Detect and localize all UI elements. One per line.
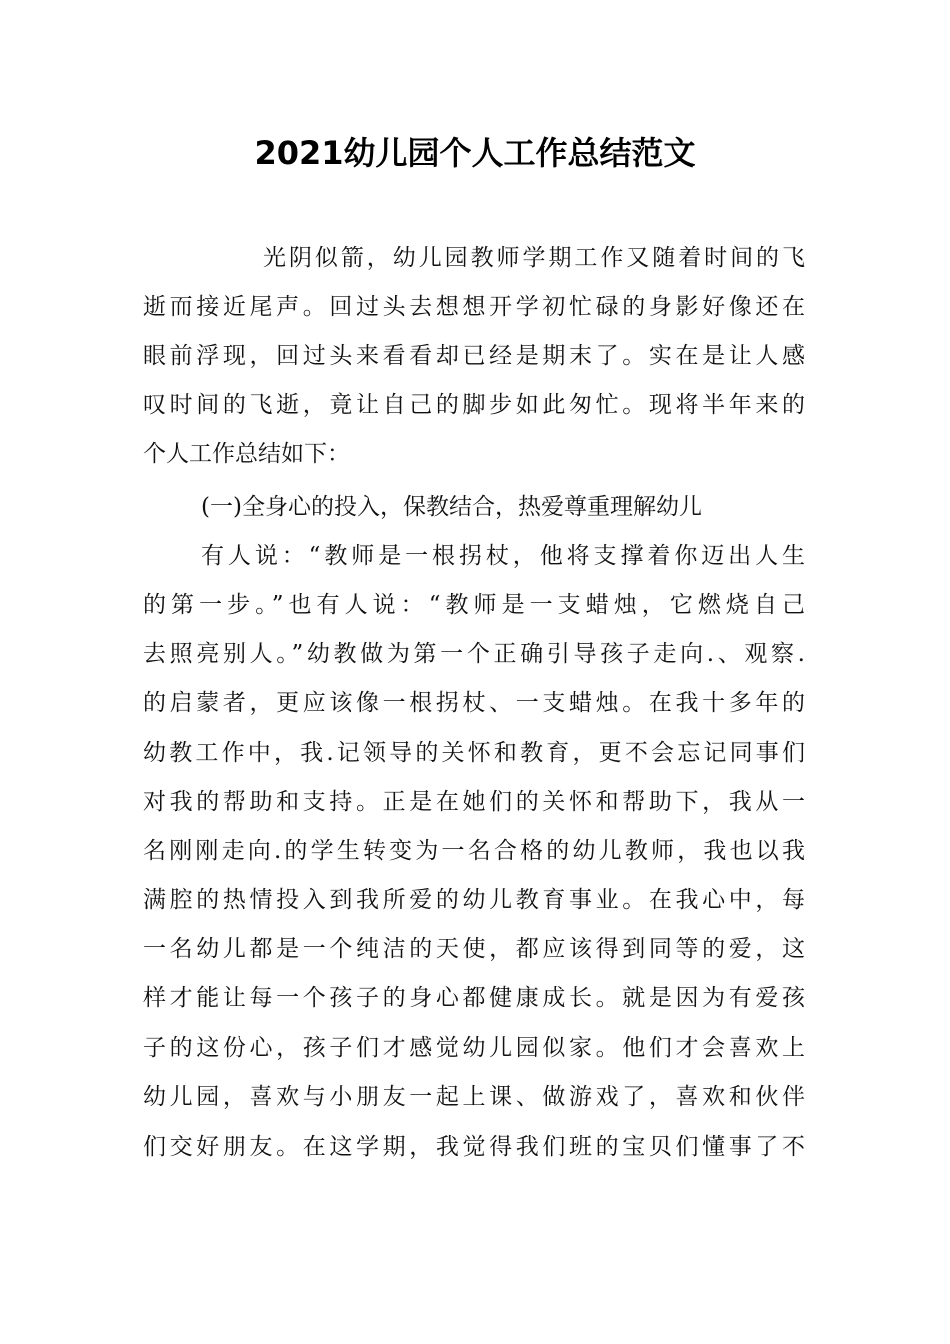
paragraph-2-line-7: 名刚刚走向.的学生转变为一名合格的幼儿教师，我也以我 [143,838,805,864]
paragraph-2-line-1: 有人说：“教师是一根拐杖，他将支撑着你迈出人生 [201,543,805,569]
paragraph-2-line-10: 样才能让每一个孩子的身心都健康成长。就是因为有爱孩 [143,985,805,1011]
paragraph-2-line-8: 满腔的热情投入到我所爱的幼儿教育事业。在我心中，每 [143,887,805,913]
paragraph-2-line-3: 去照亮别人。”幼教做为第一个正确引导孩子走向.、观察. [143,641,805,667]
paragraph-2-line-4: 的启蒙者，更应该像一根拐杖、一支蜡烛。在我十多年的 [143,690,805,716]
paragraph-2-line-12: 幼儿园，喜欢与小朋友一起上课、做游戏了，喜欢和伙伴 [143,1084,805,1110]
document-title: 2021幼儿园个人工作总结范文 [254,134,696,172]
paragraph-2-line-9: 一名幼儿都是一个纯洁的天使，都应该得到同等的爱，这 [143,936,805,962]
paragraph-2-line-13: 们交好朋友。在这学期，我觉得我们班的宝贝们懂事了不 [143,1134,805,1160]
paragraph-2-line-5: 幼教工作中，我.记领导的关怀和教育，更不会忘记同事们 [143,740,805,766]
paragraph-2-line-2: 的第一步。”也有人说：“教师是一支蜡烛，它燃烧自己 [143,592,805,618]
paragraph-1-line-4: 叹时间的飞逝，竟让自己的脚步如此匆忙。现将半年来的 [143,392,805,418]
paragraph-1-line-1: 光阴似箭，幼儿园教师学期工作又随着时间的飞 [263,245,805,271]
paragraph-1-line-2: 逝而接近尾声。回过头去想想开学初忙碌的身影好像还在 [143,294,805,320]
paragraph-2-line-11: 子的这份心，孩子们才感觉幼儿园似家。他们才会喜欢上 [143,1035,805,1061]
section-heading-1: (一)全身心的投入，保教结合，热爱尊重理解幼儿 [201,494,702,520]
paragraph-1-line-3: 眼前浮现，回过头来看看却已经是期末了。实在是让人感 [143,343,805,369]
paragraph-1-line-5: 个人工作总结如下： [143,441,350,467]
paragraph-2-line-6: 对我的帮助和支持。正是在她们的关怀和帮助下，我从一 [143,789,805,815]
